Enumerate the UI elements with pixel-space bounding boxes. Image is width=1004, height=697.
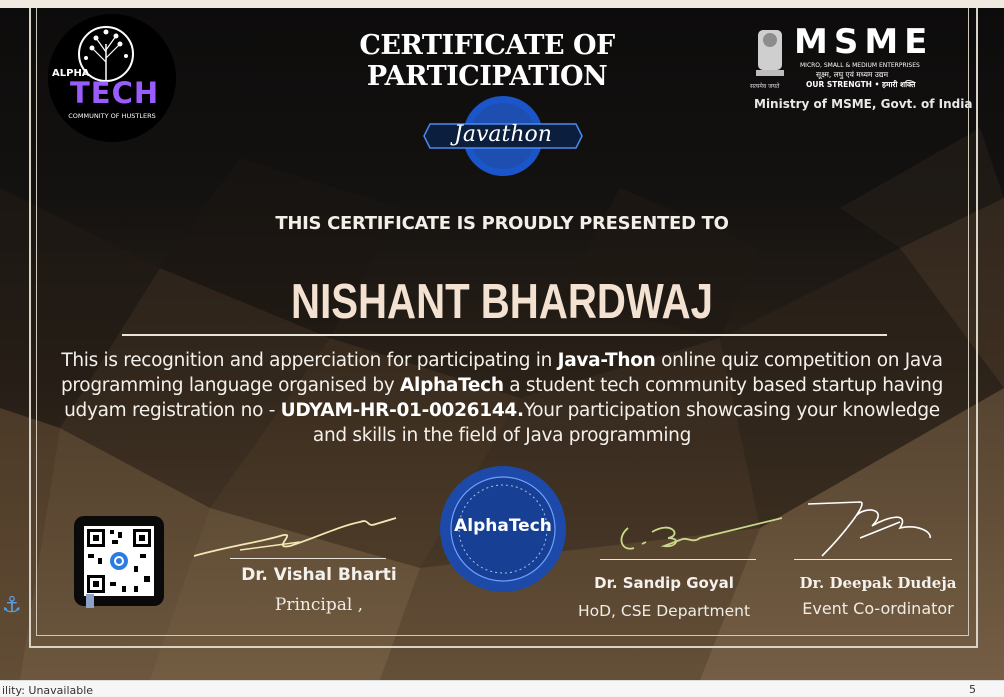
msme-line3: OUR STRENGTH • हमारी शक्ति bbox=[806, 80, 916, 89]
alphatech-logo bbox=[48, 14, 176, 142]
event-badge-text: Javathon bbox=[454, 122, 552, 147]
presented-to-heading: THIS CERTIFICATE IS PROUDLY PRESENTED TO bbox=[275, 213, 729, 234]
logo-alpha-text: ALPHA bbox=[52, 68, 90, 79]
signatory-role-goyal: HoD, CSE Department bbox=[577, 602, 751, 620]
signatory-name-bharti: Dr. Vishal Bharti bbox=[241, 565, 397, 585]
logo-tech-text: TECH bbox=[70, 76, 160, 110]
signatory-name-dudeja: Dr. Deepak Dudeja bbox=[799, 574, 957, 592]
msme-logo bbox=[750, 22, 950, 96]
qr-code[interactable] bbox=[74, 516, 164, 606]
signature-line-dudeja bbox=[794, 559, 952, 560]
window-top-edge bbox=[0, 0, 1004, 8]
signature-line-goyal bbox=[600, 559, 756, 560]
qr-code-icon bbox=[74, 516, 164, 606]
body-event-name: Java-Thon bbox=[557, 350, 656, 371]
status-bar bbox=[0, 680, 1004, 696]
signatory-name-goyal: Dr. Sandip Goyal bbox=[594, 574, 734, 592]
qr-marker bbox=[86, 594, 94, 608]
ministry-caption: Ministry of MSME, Govt. of India bbox=[754, 97, 973, 111]
status-text: ility: Unavailable bbox=[2, 684, 94, 697]
alphatech-seal bbox=[438, 464, 568, 594]
javathon-badge bbox=[422, 94, 584, 178]
signatory-role-dudeja: Event Co-ordinator bbox=[802, 599, 954, 618]
signature-goyal bbox=[612, 508, 786, 556]
msme-line1: MICRO, SMALL & MEDIUM ENTERPRISES bbox=[800, 62, 920, 69]
signature-bharti bbox=[190, 506, 400, 562]
body-organiser: AlphaTech bbox=[400, 375, 504, 396]
signature-line-bharti bbox=[230, 558, 386, 559]
recipient-name: NISHANT BHARDWAJ bbox=[291, 275, 713, 329]
msme-wordmark: MSME bbox=[794, 22, 934, 62]
anchor-icon[interactable]: ⚓ bbox=[2, 593, 22, 618]
body-part-4: Your participation showcasing your knowledge and skills in the field of Java programming bbox=[312, 400, 940, 446]
signatory-role-bharti: Principal , bbox=[274, 595, 364, 615]
name-underline bbox=[122, 334, 887, 336]
certificate-body bbox=[60, 348, 944, 448]
logo-tagline: COMMUNITY OF HUSTLERS bbox=[68, 112, 156, 120]
signature-dudeja bbox=[800, 498, 940, 560]
seal-text: AlphaTech bbox=[454, 516, 552, 536]
status-right-indicator[interactable]: 5 bbox=[969, 683, 976, 696]
certificate bbox=[0, 8, 1004, 680]
body-part-2: online quiz competition on Java programming language organised by bbox=[60, 350, 943, 396]
body-part-3: a student tech community based startup having udyam registration no - bbox=[64, 375, 944, 421]
msme-line2: सूक्ष्म, लघु एवं मध्यम उद्यम bbox=[816, 70, 889, 79]
body-part-1: This is recognition and apperciation for participating in bbox=[61, 350, 558, 371]
emblem-caption: सत्यमेव जयते bbox=[750, 83, 780, 90]
certificate-title: CERTIFICATE OF PARTICIPATION bbox=[359, 30, 615, 92]
body-udyam-number: UDYAM-HR-01-0026144. bbox=[280, 400, 524, 421]
